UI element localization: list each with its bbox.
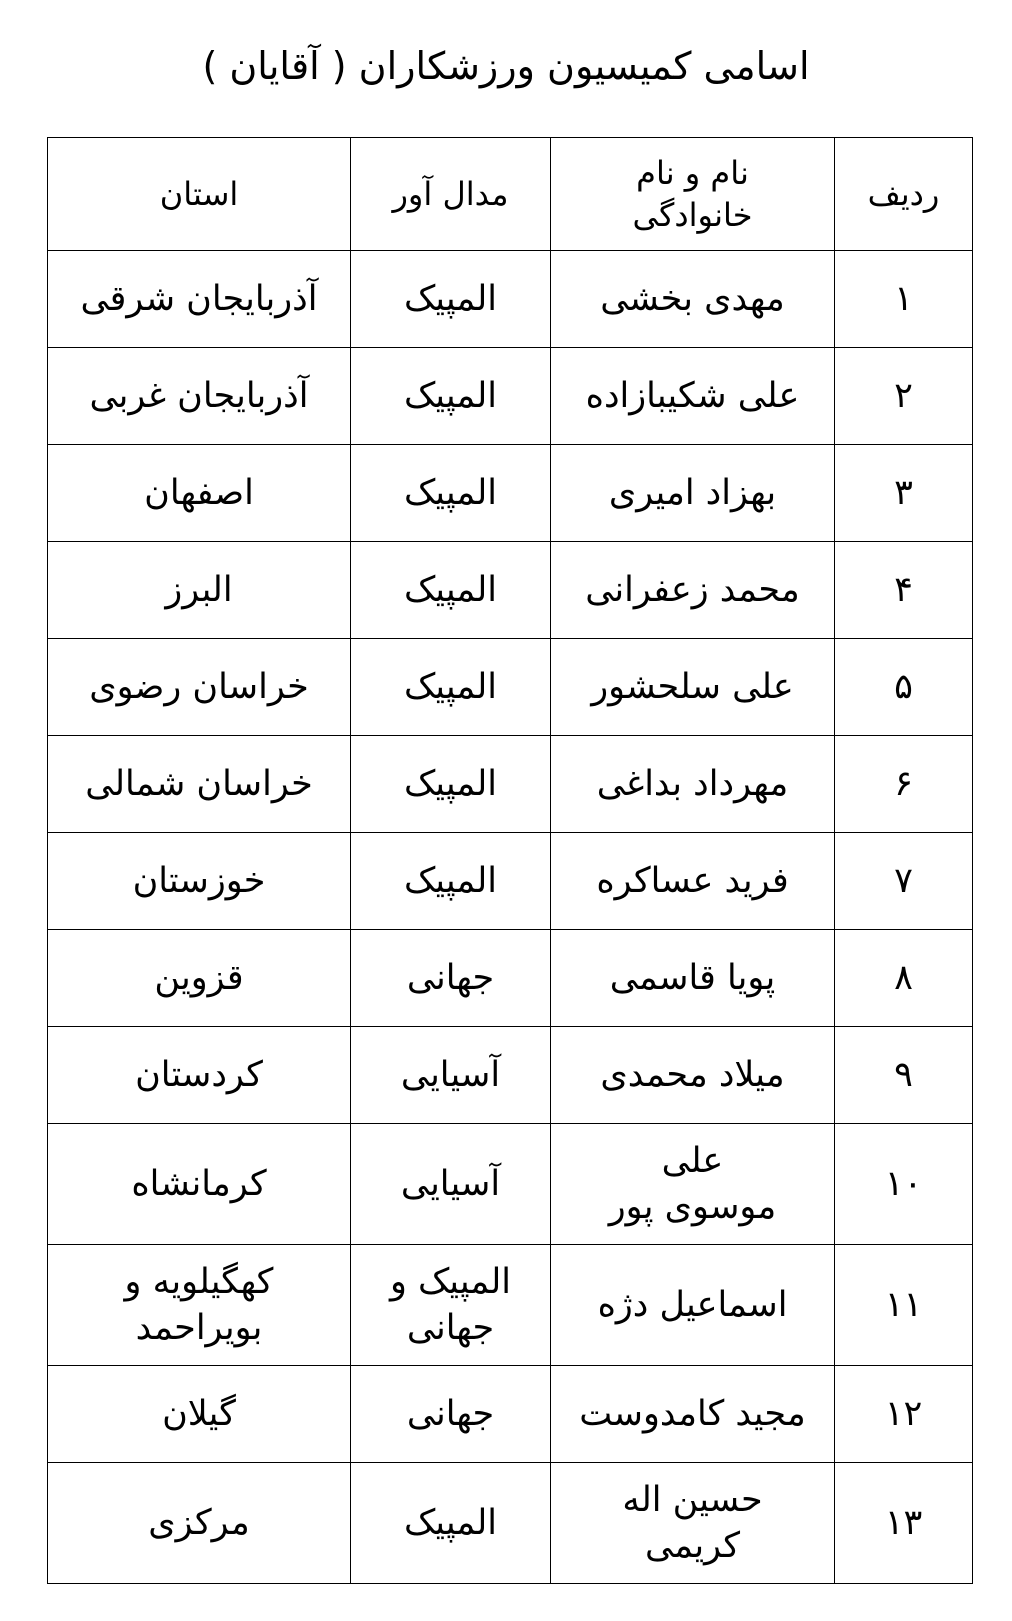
cell-province: کردستان [48,1027,351,1124]
cell-medal: المپیک [351,1463,551,1584]
cell-province: آذربایجان شرقی [48,251,351,348]
cell-province: البرز [48,542,351,639]
cell-radif: ۶ [835,736,973,833]
cell-radif: ۹ [835,1027,973,1124]
cell-medal: آسیایی [351,1124,551,1245]
cell-name: علی موسوی پور [551,1124,835,1245]
cell-name: مهرداد بداغی [551,736,835,833]
cell-province: آذربایجان غربی [48,348,351,445]
cell-name: مهدی بخشی [551,251,835,348]
cell-name: اسماعیل دژه [551,1245,835,1366]
table-row [48,542,973,639]
table-row [48,348,973,445]
cell-radif: ۵ [835,639,973,736]
cell-name: حسین اله کریمی [551,1463,835,1584]
cell-province: کهگیلویه و بویراحمد [48,1245,351,1366]
cell-radif: ۴ [835,542,973,639]
cell-name: فرید عساکره [551,833,835,930]
cell-name: علی شکیبازاده [551,348,835,445]
cell-medal: المپیک [351,639,551,736]
table-row [48,445,973,542]
table-row [48,930,973,1027]
header-province: استان [48,138,351,251]
cell-province: مرکزی [48,1463,351,1584]
header-radif: ردیف [835,138,973,251]
cell-medal: المپیک [351,736,551,833]
cell-province: قزوین [48,930,351,1027]
cell-medal: جهانی [351,1366,551,1463]
cell-medal: المپیک [351,833,551,930]
cell-province: گیلان [48,1366,351,1463]
cell-name: میلاد محمدی [551,1027,835,1124]
cell-medal: المپیک [351,251,551,348]
cell-radif: ۷ [835,833,973,930]
table-row [48,1463,973,1584]
table-row [48,1124,973,1245]
cell-radif: ۲ [835,348,973,445]
cell-name: بهزاد امیری [551,445,835,542]
table-row [48,1245,973,1366]
cell-name: پویا قاسمی [551,930,835,1027]
cell-medal: المپیک [351,542,551,639]
cell-radif: ۱۲ [835,1366,973,1463]
cell-province: خراسان رضوی [48,639,351,736]
table-row [48,1366,973,1463]
cell-radif: ۱ [835,251,973,348]
cell-medal: المپیک [351,348,551,445]
cell-province: خراسان شمالی [48,736,351,833]
header-medal: مدال آور [351,138,551,251]
table-row [48,639,973,736]
cell-radif: ۳ [835,445,973,542]
cell-radif: ۱۳ [835,1463,973,1584]
cell-radif: ۱۱ [835,1245,973,1366]
cell-name: محمد زعفرانی [551,542,835,639]
cell-province: خوزستان [48,833,351,930]
cell-radif: ۱۰ [835,1124,973,1245]
table-row [48,1027,973,1124]
table-row [48,833,973,930]
cell-name: مجید کامدوست [551,1366,835,1463]
cell-name: علی سلحشور [551,639,835,736]
cell-medal: المپیک و جهانی [351,1245,551,1366]
table-row [48,251,973,348]
page-title: اسامی کمیسیون ورزشکاران ( آقایان ) [202,44,810,88]
cell-radif: ۸ [835,930,973,1027]
cell-province: کرمانشاه [48,1124,351,1245]
cell-medal: آسیایی [351,1027,551,1124]
athletes-table [47,137,973,1584]
cell-medal: المپیک [351,445,551,542]
header-name: نام و نام خانوادگی [551,138,835,251]
table-row [48,736,973,833]
table-header-row [48,138,973,251]
cell-province: اصفهان [48,445,351,542]
cell-medal: جهانی [351,930,551,1027]
